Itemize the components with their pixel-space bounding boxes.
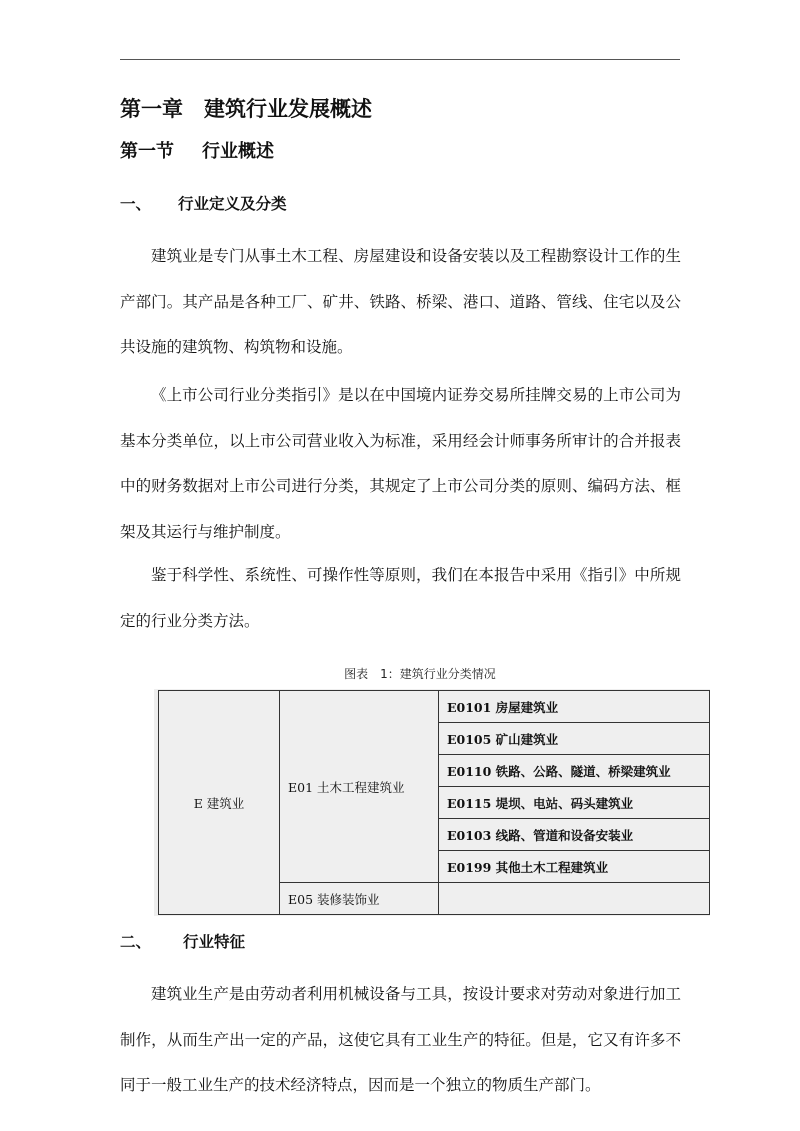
subsection-label-1: 一、 xyxy=(120,195,152,213)
subsection-title-2: 行业特征 xyxy=(183,933,246,951)
table-cell-level3-empty xyxy=(439,883,710,915)
chapter-title: 第一章 建筑行业发展概述 xyxy=(120,97,372,121)
section-title: 行业概述 xyxy=(202,141,274,162)
classification-table xyxy=(158,690,710,915)
table-cell-level3: E0101 房屋建筑业 xyxy=(439,691,710,723)
table-cell-level3: E0110 铁路、公路、隧道、桥梁建筑业 xyxy=(439,755,710,787)
paragraph-guideline: 《上市公司行业分类指引》是以在中国境内证券交易所挂牌交易的上市公司为基本分类单位，以上市公司营业收入为标准，采用经会计师事务所审计的合并报表中的财务数据对上市公司进行分类，其规定了上市公司分类的原则、编码方法、框架及其运行与维护制度。 xyxy=(120,386,681,541)
section-label: 第一节 xyxy=(120,141,174,162)
table-cell-level2-main: E01 土木工程建筑业 xyxy=(280,691,439,883)
subsection-title-1: 行业定义及分类 xyxy=(178,195,287,213)
table-cell-level3: E0103 线路、管道和设备安装业 xyxy=(439,819,710,851)
subsection-heading-2 xyxy=(120,930,245,952)
table-cell-level3: E0105 矿山建筑业 xyxy=(439,723,710,755)
table-cell-level3: E0115 堤坝、电站、码头建筑业 xyxy=(439,787,710,819)
table-row xyxy=(159,691,710,723)
section-heading xyxy=(120,137,274,163)
table-caption: 图表 1：建筑行业分类情况 xyxy=(344,667,496,681)
table-cell-level2-other: E05 装修装饰业 xyxy=(280,883,439,915)
paragraph-method: 鉴于科学性、系统性、可操作性等原则，我们在本报告中采用《指引》中所规定的行业分类方法。 xyxy=(120,566,681,630)
table-cell-level1: E 建筑业 xyxy=(159,691,280,915)
subsection-heading-1 xyxy=(120,192,287,214)
table-cell-level3: E0199 其他土木工程建筑业 xyxy=(439,851,710,883)
header-rule xyxy=(120,59,680,60)
paragraph-definition: 建筑业是专门从事土木工程、房屋建设和设备安装以及工程勘察设计工作的生产部门。其产品是各种工厂、矿井、铁路、桥梁、港口、道路、管线、住宅以及公共设施的建筑物、构筑物和设施。 xyxy=(120,247,681,356)
subsection-label-2: 二、 xyxy=(120,933,152,951)
paragraph-characteristics: 建筑业生产是由劳动者利用机械设备与工具，按设计要求对劳动对象进行加工制作，从而生产出一定的产品，这使它具有工业生产的特征。但是，它又有许多不同于一般工业生产的技术经济特点，因而是一个独立的物质生产部门。 xyxy=(120,985,681,1094)
